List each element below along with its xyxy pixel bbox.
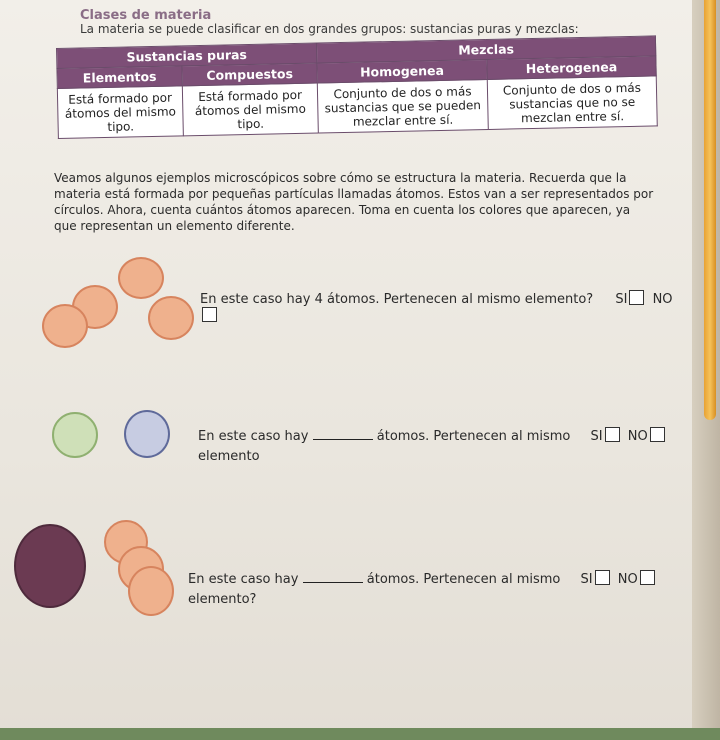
question-1-text: En este caso hay 4 átomos. Pertenecen al mismo elemento? [200,292,594,307]
answer-blank[interactable] [303,570,363,583]
intro-text: La materia se puede clasificar en dos grandes grupos: sustancias puras y mezclas: [80,22,579,36]
classification-table [56,35,658,139]
question-3-text-b: átomos. Pertenecen al mismo [366,572,561,587]
header-elementos: Elementos [57,66,183,89]
no-label: NO [627,429,648,444]
no-checkbox[interactable] [650,427,665,442]
si-label: SI [580,572,593,587]
question-3-text-a: En este caso hay [188,572,299,587]
page-title: Clases de materia [80,8,212,23]
header-heterogenea: Heterogenea [487,56,656,80]
question-3-text-c: elemento? [188,592,257,607]
bottom-strip [0,728,720,740]
atom-peach [42,304,88,348]
cell-heterogenea-desc: Conjunto de dos o más sustancias que no se mezclan entre sí. [487,76,657,130]
atom-peach [148,296,194,340]
no-checkbox[interactable] [640,570,655,585]
question-2-text-a: En este caso hay [198,429,309,444]
si-checkbox[interactable] [629,290,644,305]
no-checkbox[interactable] [202,307,217,322]
answer-blank[interactable] [313,427,373,440]
cell-homogenea-desc: Conjunto de dos o más sustancias que se pueden mezclar entre sí. [317,79,488,133]
question-3 [188,570,688,610]
atom-peach [128,566,174,616]
pencil [704,0,716,420]
no-label: NO [652,292,673,307]
instructions-paragraph: Veamos algunos ejemplos microscópicos sobre cómo se estructura la materia. Recuerda que la materia está formada por pequeñas partículas llamadas átomos. Estos van a ser representados por círculos. Ahora, cuenta cuántos átomos aparecen. Toma en cuenta los colores que aparecen, ya que representan un elemento diferente. [54,171,654,233]
header-sustancias-puras: Sustancias puras [57,43,317,68]
header-homogenea: Homogenea [317,59,487,83]
atom-peach [118,257,164,299]
si-checkbox[interactable] [605,427,620,442]
atom-lavender [124,410,170,458]
atom-plum [14,524,86,608]
question-2-text-c: elemento [198,449,260,464]
question-1 [200,290,692,324]
question-2 [198,427,678,467]
si-checkbox[interactable] [595,570,610,585]
cell-elementos-desc: Está formado por átomos del mismo tipo. [57,86,183,139]
header-compuestos: Compuestos [182,63,317,86]
atom-green [52,412,98,458]
question-2-text-b: átomos. Pertenecen al mismo [376,429,571,444]
si-label: SI [590,429,603,444]
no-label: NO [617,572,638,587]
cell-compuestos-desc: Está formado por átomos del mismo tipo. [182,83,318,136]
si-label: SI [615,292,628,307]
header-mezclas: Mezclas [316,36,655,63]
